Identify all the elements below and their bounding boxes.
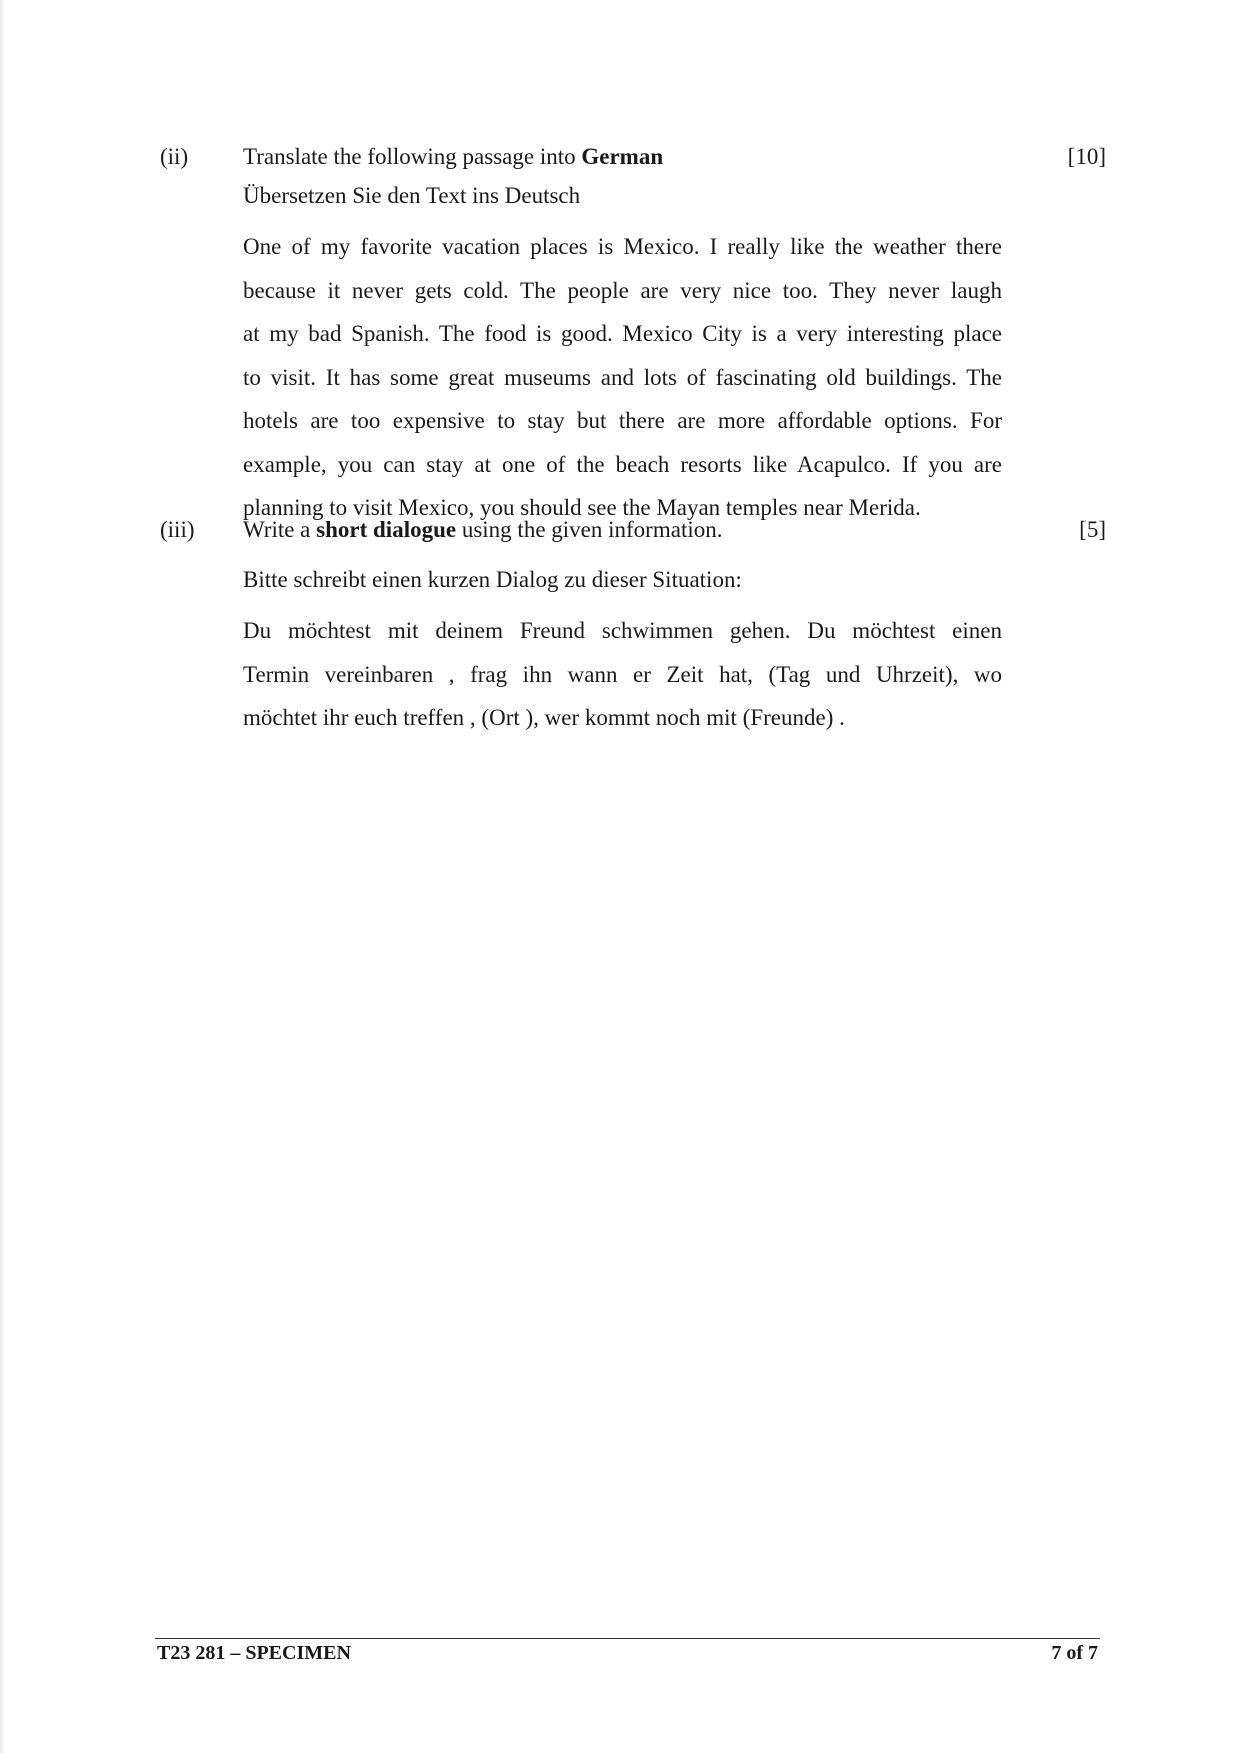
question-iii-prompt-text: Write a <box>243 517 317 542</box>
passage-line: example, you can stay at one of the beach resorts like Acapulco. If you are <box>243 451 1002 477</box>
question-ii-number: (ii) <box>160 144 189 169</box>
question-ii-german-instruction: Übersetzen Sie den Text ins Deutsch <box>243 183 581 208</box>
question-iii-prompt-text-end: using the given information. <box>456 517 723 542</box>
scan-edge <box>0 0 5 1753</box>
question-iii-prompt <box>243 517 722 543</box>
footer-paper-code: T23 281 – SPECIMEN <box>157 1642 351 1664</box>
footer-page-number: 7 of 7 <box>1051 1642 1098 1664</box>
question-ii-prompt-text: Translate the following passage into <box>243 144 582 169</box>
question-ii-prompt <box>243 144 663 170</box>
translation-passage <box>243 225 1002 530</box>
question-iii-prompt-bold: short dialogue <box>316 517 457 542</box>
question-iii-german-instruction: Bitte schreibt einen kurzen Dialog zu dieser Situation: <box>243 567 742 592</box>
question-ii-prompt-bold: German <box>581 144 664 169</box>
passage-line: to visit. It has some great museums and lots of fascinating old buildings. The <box>243 364 1002 390</box>
passage-line: planning to visit Mexico, you should see the Mayan temples near Merida. <box>243 495 921 520</box>
dialogue-situation <box>243 609 1002 740</box>
passage-line: because it never gets cold. The people are very nice too. They never laugh <box>243 277 1002 303</box>
passage-line: hotels are too expensive to stay but there are more affordable options. For <box>243 408 1002 433</box>
question-iii-number: (iii) <box>160 517 195 542</box>
passage-line: One of my favorite vacation places is Mexico. I really like the weather there <box>243 234 1002 259</box>
question-iii-marks: [5] <box>1079 517 1106 542</box>
situation-line: Termin vereinbaren , frag ihn wann er Zeit hat, (Tag und Uhrzeit), wo <box>243 661 1002 687</box>
situation-line: möchtet ihr euch treffen , (Ort ), wer kommt noch mit (Freunde) . <box>243 705 845 730</box>
question-ii-marks: [10] <box>1067 144 1106 169</box>
situation-line: Du möchtest mit deinem Freund schwimmen gehen. Du möchtest einen <box>243 618 1002 643</box>
passage-line: at my bad Spanish. The food is good. Mexico City is a very interesting place <box>243 321 1002 346</box>
footer-divider <box>155 1638 1100 1639</box>
